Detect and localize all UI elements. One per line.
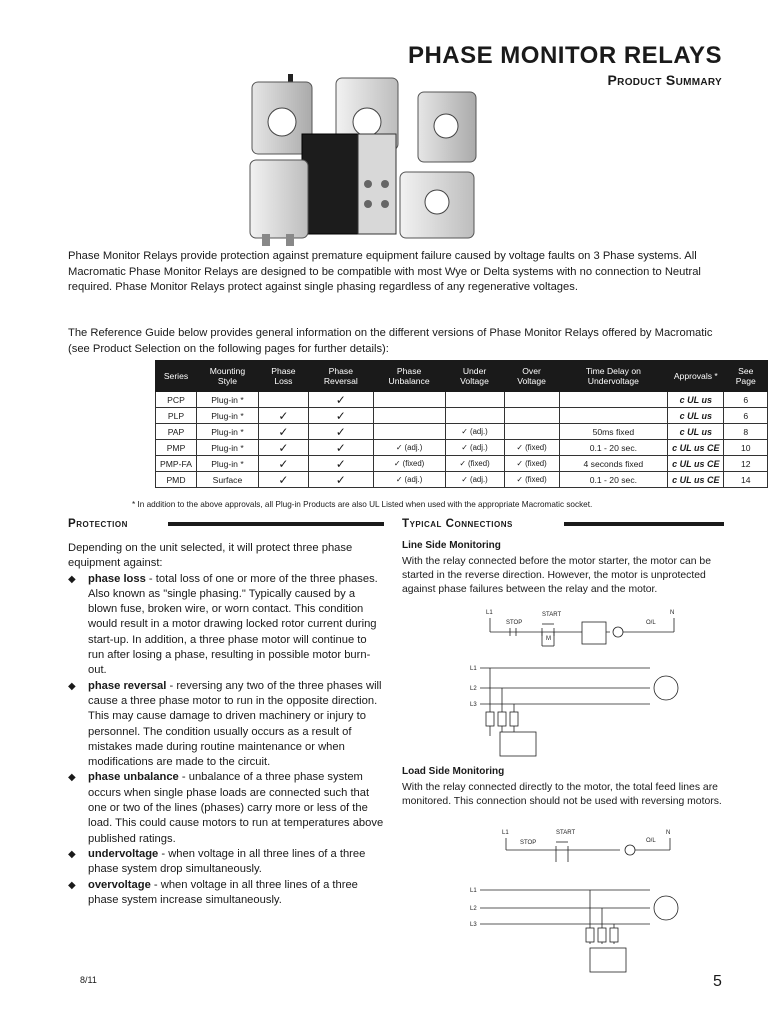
- table-cell: [445, 392, 504, 408]
- line-side-monitoring-title: Line Side Monitoring: [402, 540, 501, 551]
- protection-description: - unbalance of a three phase system occurs when single phase loads are connected such that one or two of the lines (phases) carry more or less of the load. This could cause motors to run at temperatures above published ratings.: [88, 771, 384, 845]
- table-body: [156, 392, 768, 488]
- table-cell: c UL us CE: [668, 440, 724, 456]
- table-cell: ✓: [258, 440, 308, 456]
- table-cell: ✓: [308, 456, 373, 472]
- table-cell: ✓: [308, 472, 373, 488]
- table-cell: ✓ (fixed): [504, 472, 559, 488]
- table-cell: PMD: [156, 472, 197, 488]
- table-cell: ✓: [258, 456, 308, 472]
- diagram2-l2-line: L2: [470, 906, 477, 912]
- protection-term: undervoltage: [88, 847, 159, 860]
- bullet-diamond-icon: ◆: [68, 573, 76, 585]
- table-cell: 8: [724, 424, 768, 440]
- intro-paragraph: Phase Monitor Relays provide protection against premature equipment failure caused by voltage faults on 3 Phase systems. All Macromatic Phase Monitor Relays are designed to be compatible with most Wye or Delta systems with no connection to Neutral required. Phase Monitor Relays protect against single phasing regardless of any regenerative voltages.: [68, 250, 701, 294]
- bullet-diamond-icon: ◆: [68, 879, 76, 891]
- table-cell: [559, 408, 668, 424]
- table-cell: [504, 408, 559, 424]
- table-cell: ✓: [258, 408, 308, 424]
- connections-heading-rule: [564, 522, 724, 526]
- table-cell: ✓: [308, 424, 373, 440]
- table-cell: c UL us CE: [668, 456, 724, 472]
- table-header-cell: Under Voltage: [445, 361, 504, 392]
- diagram-l2-line: L2: [470, 686, 477, 692]
- table-cell: ✓: [308, 440, 373, 456]
- table-row: [156, 408, 768, 424]
- table-header-cell: Phase Unbalance: [373, 361, 445, 392]
- table-cell: [504, 392, 559, 408]
- protection-term: phase unbalance: [88, 771, 179, 784]
- diagram-l1-line: L1: [470, 666, 477, 672]
- protection-description: - reversing any two of the three phases will cause a three phase motor to run in the opposite direction. This may cause damage to driven machinery or injury to personnel. The condition usually occurs as a result of mistakes made during routine maintenance or when modifications are made to the circuit.: [88, 679, 382, 769]
- protection-term: phase reversal: [88, 679, 167, 692]
- table-cell: 10: [724, 440, 768, 456]
- table-cell: ✓ (adj.): [445, 472, 504, 488]
- table-cell: ✓ (fixed): [373, 456, 445, 472]
- diagram2-n: N: [666, 830, 671, 836]
- protection-term: phase loss: [88, 572, 146, 585]
- typical-connections-heading: Typical Connections: [402, 517, 513, 530]
- table-cell: ✓: [258, 472, 308, 488]
- table-cell: PAP: [156, 424, 197, 440]
- load-side-monitoring-text: With the relay connected directly to the motor, the total feed lines are monitored. This connection should not be used with reversing motors.: [402, 782, 722, 807]
- footer-date: 8/11: [80, 975, 97, 985]
- table-header-cell: Phase Reversal: [308, 361, 373, 392]
- table-row: [156, 392, 768, 408]
- table-cell: 50ms fixed: [559, 424, 668, 440]
- reference-guide-table: [155, 360, 768, 488]
- table-cell: [373, 424, 445, 440]
- bullet-diamond-icon: ◆: [68, 772, 76, 784]
- table-cell: ✓ (fixed): [504, 456, 559, 472]
- table-row: [156, 472, 768, 488]
- diagram2-ol: O/L: [646, 838, 656, 844]
- protection-item: [68, 679, 384, 771]
- table-cell: Plug-in *: [197, 392, 259, 408]
- table-header-cell: See Page: [724, 361, 768, 392]
- table-cell: ✓: [308, 392, 373, 408]
- diagram-l3-line: L3: [470, 702, 477, 708]
- protection-description: - when voltage in all three lines of a three phase system increase simultaneously.: [88, 878, 358, 906]
- table-cell: PMP: [156, 440, 197, 456]
- table-cell: [445, 408, 504, 424]
- table-cell: ✓ (adj.): [445, 424, 504, 440]
- diagram-start: START: [542, 612, 562, 618]
- table-cell: ✓ (fixed): [445, 456, 504, 472]
- table-cell: [258, 392, 308, 408]
- table-cell: 12: [724, 456, 768, 472]
- table-header-cell: Mounting Style: [197, 361, 259, 392]
- table-cell: [559, 392, 668, 408]
- load-side-wiring-diagram: [470, 824, 720, 974]
- bullet-diamond-icon: ◆: [68, 848, 76, 860]
- protection-item: [68, 878, 384, 909]
- table-row: [156, 424, 768, 440]
- table-cell: [504, 424, 559, 440]
- table-cell: ✓ (adj.): [373, 440, 445, 456]
- table-cell: Plug-in *: [197, 408, 259, 424]
- table-cell: [373, 408, 445, 424]
- load-side-monitoring-title: Load Side Monitoring: [402, 766, 505, 777]
- table-cell: Plug-in *: [197, 424, 259, 440]
- diagram2-start: START: [556, 830, 576, 836]
- table-header-cell: Series: [156, 361, 197, 392]
- protection-description: - when voltage in all three lines of a three phase system drop simultaneously.: [88, 847, 366, 876]
- protection-item: [68, 847, 384, 878]
- table-cell: ✓: [308, 408, 373, 424]
- diagram2-l3-line: L3: [470, 922, 477, 928]
- protection-item: [68, 770, 384, 846]
- diagram-stop: STOP: [506, 620, 523, 626]
- table-cell: 14: [724, 472, 768, 488]
- table-cell: Surface: [197, 472, 259, 488]
- table-cell: c UL us: [668, 424, 724, 440]
- table-cell: 6: [724, 408, 768, 424]
- table-cell: ✓ (adj.): [445, 440, 504, 456]
- protection-heading: Protection: [68, 517, 128, 530]
- page-subtitle: Product Summary: [607, 72, 722, 88]
- protection-item: [68, 572, 384, 679]
- page-title: PHASE MONITOR RELAYS: [407, 42, 722, 69]
- reference-guide-paragraph: The Reference Guide below provides general information on the different versions of Phase Monitor Relays offered by Macromatic (see Product Selection on the following pages for further details):: [68, 327, 713, 355]
- diagram-n: N: [670, 610, 675, 616]
- diagram2-stop: STOP: [520, 840, 537, 846]
- diagram-m-contact: M: [546, 636, 551, 642]
- table-cell: ✓ (adj.): [373, 472, 445, 488]
- table-cell: 0.1 - 20 sec.: [559, 472, 668, 488]
- table-cell: 0.1 - 20 sec.: [559, 440, 668, 456]
- table-row: [156, 456, 768, 472]
- line-side-monitoring-text: With the relay connected before the motor starter, the motor can be started in the reverse direction. However, the motor is unprotected against phase failures between the relay and the motor.: [402, 556, 711, 595]
- table-cell: PMP-FA: [156, 456, 197, 472]
- table-cell: c UL us: [668, 392, 724, 408]
- table-header-cell: Approvals *: [668, 361, 724, 392]
- table-cell: ✓: [258, 424, 308, 440]
- table-cell: 6: [724, 392, 768, 408]
- table-footnote: * In addition to the above approvals, all Plug-in Products are also UL Listed when used with the appropriate Macromatic socket.: [132, 500, 593, 509]
- table-header-row: [156, 361, 768, 392]
- table-cell: Plug-in *: [197, 440, 259, 456]
- diagram2-l1: L1: [502, 830, 509, 836]
- page-number: 5: [713, 973, 722, 990]
- protection-section: [68, 541, 384, 908]
- diagram2-l1-line: L1: [470, 888, 477, 894]
- diagram-l1: L1: [486, 610, 493, 616]
- table-cell: c UL us: [668, 408, 724, 424]
- table-cell: ✓ (fixed): [504, 440, 559, 456]
- diagram-ol: O/L: [646, 620, 656, 626]
- table-cell: PLP: [156, 408, 197, 424]
- protection-lead: Depending on the unit selected, it will protect three phase equipment against:: [68, 542, 353, 570]
- protection-term: overvoltage: [88, 878, 151, 891]
- table-cell: c UL us CE: [668, 472, 724, 488]
- protection-list: [68, 572, 384, 909]
- table-cell: 4 seconds fixed: [559, 456, 668, 472]
- table-header-cell: Time Delay on Undervoltage: [559, 361, 668, 392]
- table-row: [156, 440, 768, 456]
- table-header-cell: Over Voltage: [504, 361, 559, 392]
- table-cell: Plug-in *: [197, 456, 259, 472]
- line-side-wiring-diagram: [470, 604, 720, 764]
- protection-description: - total loss of one or more of the three phases. Also known as "single phasing." Typically caused by a blown fuse, broken wire, or worn contact. This condition would result in a motor drawing locked rotor current during start-up. In addition, a three phase motor will continue to run after losing a phase, resulting in possible motor burn-out.: [88, 572, 378, 677]
- table-cell: PCP: [156, 392, 197, 408]
- bullet-diamond-icon: ◆: [68, 680, 76, 692]
- table-header-cell: Phase Loss: [258, 361, 308, 392]
- table-cell: [373, 392, 445, 408]
- relay-products-photo: [240, 74, 480, 246]
- protection-heading-rule: [168, 522, 384, 526]
